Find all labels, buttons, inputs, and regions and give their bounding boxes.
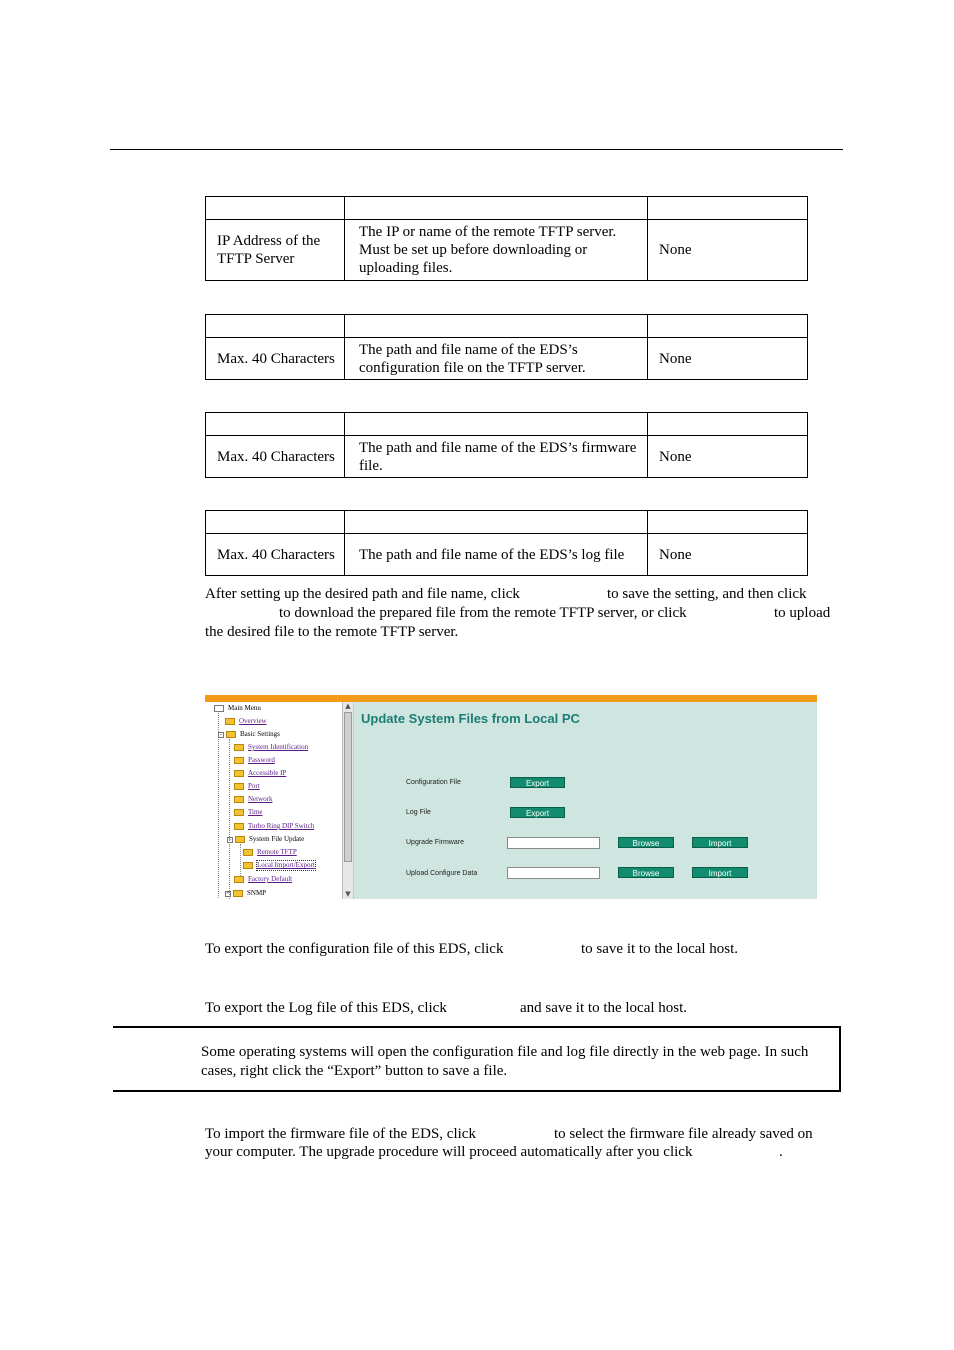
import-firmware-text-d: . (779, 1144, 783, 1160)
folder-icon (234, 757, 244, 764)
folder-icon (243, 849, 253, 856)
firmware-file-input[interactable] (507, 837, 600, 849)
description-cell: The path and file name of the EDS’s log file (345, 534, 648, 576)
export-config-text-a: To export the configuration file of this EDS, click (205, 941, 504, 957)
menu-icon (214, 705, 224, 712)
log-file-label: Log File (406, 809, 431, 816)
folder-icon (234, 823, 244, 830)
folder-icon (234, 744, 244, 751)
description-cell: The path and file name of the EDS’s firmware file. (345, 436, 648, 478)
firmware-file-path-table (205, 412, 808, 478)
nav-system-file-update[interactable] (227, 835, 304, 844)
folder-icon (234, 876, 244, 883)
nav-port[interactable] (234, 782, 260, 791)
scroll-up-icon[interactable]: ▲ (345, 702, 351, 710)
scroll-thumb[interactable] (344, 712, 352, 862)
header-cell (648, 197, 808, 220)
nav-password[interactable] (234, 756, 275, 765)
nav-link[interactable]: Overview (239, 717, 267, 725)
table-header-row (206, 315, 808, 338)
nav-basic-settings[interactable] (218, 730, 280, 739)
folder-icon (225, 718, 235, 725)
folder-icon (243, 862, 253, 869)
header-rule (110, 149, 843, 150)
tftp-instructions-line3: the desired file to the remote TFTP server. (205, 624, 459, 640)
nav-label: Basic Settings (240, 730, 280, 738)
tftp-instructions-line2b: to upload (774, 605, 831, 621)
nav-link[interactable]: System Identification (248, 743, 309, 751)
nav-turbo-ring[interactable] (234, 822, 314, 831)
nav-factory-default[interactable] (234, 875, 292, 884)
page-title: Update System Files from Local PC (361, 711, 580, 726)
nav-label: SNMP (247, 889, 267, 897)
header-cell (345, 413, 648, 436)
local-pc-update-screenshot (205, 695, 817, 899)
tree-connector (218, 713, 219, 898)
header-cell (648, 413, 808, 436)
header-cell (206, 315, 345, 338)
tree-connector (229, 739, 230, 899)
setting-cell: Max. 40 Characters (206, 338, 345, 380)
browse-config-button[interactable]: Browse (618, 867, 674, 878)
nav-main-menu[interactable] (214, 704, 261, 713)
export-log-text-a: To export the Log file of this EDS, click (205, 1000, 447, 1016)
nav-link[interactable]: Factory Default (248, 875, 293, 883)
header-cell (648, 315, 808, 338)
header-cell (345, 511, 648, 534)
setting-cell: Max. 40 Characters (206, 534, 345, 576)
export-config-text-b: to save it to the local host. (581, 941, 739, 957)
expand-icon[interactable]: + (226, 890, 230, 897)
config-file-path-table (205, 314, 808, 380)
collapse-icon[interactable]: - (220, 731, 222, 738)
nav-system-identification[interactable] (234, 743, 308, 752)
import-firmware-text-c: your computer. The upgrade procedure will proceed automatically after you click (205, 1144, 693, 1160)
header-cell (206, 413, 345, 436)
import-config-button[interactable]: Import (692, 867, 748, 878)
folder-icon (234, 783, 244, 790)
navigation-tree (205, 702, 354, 899)
nav-next-item[interactable] (225, 889, 266, 898)
tftp-instructions-line1a: After setting up the desired path and file name, click (205, 586, 520, 602)
nav-link[interactable]: Password (248, 756, 275, 764)
log-file-path-table (205, 510, 808, 576)
import-firmware-button[interactable]: Import (692, 837, 748, 848)
nav-link[interactable]: Port (248, 782, 260, 790)
table-row (206, 534, 808, 576)
nav-time[interactable] (234, 808, 263, 817)
default-cell: None (648, 436, 808, 478)
nav-scrollbar[interactable] (342, 702, 353, 899)
table-header-row (206, 413, 808, 436)
table-header-row (206, 197, 808, 220)
folder-open-icon (226, 731, 236, 738)
table-header-row (206, 511, 808, 534)
import-firmware-text-a: To import the firmware file of the EDS, click (205, 1126, 476, 1142)
upgrade-firmware-label: Upgrade Firmware (406, 839, 464, 846)
header-cell (206, 511, 345, 534)
header-cell (345, 197, 648, 220)
setting-cell: IP Address of the TFTP Server (206, 220, 345, 281)
tftp-instructions-line2a: to download the prepared file from the remote TFTP server, or click (279, 605, 687, 621)
collapse-icon[interactable]: - (229, 836, 231, 843)
upload-configure-data-label: Upload Configure Data (406, 870, 478, 877)
configure-data-file-input[interactable] (507, 867, 600, 879)
description-cell: The path and file name of the EDS’s configuration file on the TFTP server. (345, 338, 648, 380)
note-text: Some operating systems will open the configuration file and log file directly in the web page. In such cases, right click the “Export” button to save a file. (201, 1044, 809, 1079)
export-config-button[interactable]: Export (510, 777, 565, 788)
top-bar (205, 695, 817, 702)
folder-icon (234, 770, 244, 777)
nav-link[interactable]: Remote TFTP (257, 848, 297, 856)
nav-label: Main Menu (228, 704, 261, 712)
scroll-down-icon[interactable]: ▼ (345, 890, 351, 898)
default-cell: None (648, 338, 808, 380)
description-cell: The IP or name of the remote TFTP server. Must be set up before downloading or uploading files. (345, 220, 648, 281)
nav-local-import-export[interactable] (243, 861, 315, 870)
import-firmware-text-b: to select the firmware file already saved on (554, 1126, 813, 1142)
default-cell: None (648, 534, 808, 576)
nav-link[interactable]: Accessible IP (248, 769, 287, 777)
folder-icon (234, 796, 244, 803)
table-row (206, 436, 808, 478)
folder-icon (233, 890, 243, 897)
setting-cell: Max. 40 Characters (206, 436, 345, 478)
tftp-instructions-line1b: to save the setting, and then click (607, 586, 807, 602)
table-row (206, 220, 808, 281)
header-cell (648, 511, 808, 534)
folder-icon (234, 809, 244, 816)
folder-open-icon (235, 836, 245, 843)
header-cell (206, 197, 345, 220)
browse-firmware-button[interactable]: Browse (618, 837, 674, 848)
default-cell: None (648, 220, 808, 281)
nav-link[interactable]: Turbo Ring DIP Switch (248, 822, 315, 830)
nav-overview[interactable] (225, 717, 267, 726)
nav-remote-tftp[interactable] (243, 848, 297, 857)
header-cell (345, 315, 648, 338)
tftp-server-ip-table (205, 196, 808, 281)
nav-link[interactable]: Network (248, 795, 273, 803)
nav-accessible-ip[interactable] (234, 769, 286, 778)
nav-network[interactable] (234, 795, 273, 804)
export-log-button[interactable]: Export (510, 807, 565, 818)
table-row (206, 338, 808, 380)
export-log-text-b: and save it to the local host. (520, 1000, 688, 1016)
note-box (113, 1026, 841, 1092)
nav-link[interactable]: Local Import/Export (257, 861, 315, 869)
nav-label: System File Update (249, 835, 305, 843)
configuration-file-label: Configuration File (406, 779, 461, 786)
nav-link[interactable]: Time (248, 808, 263, 816)
